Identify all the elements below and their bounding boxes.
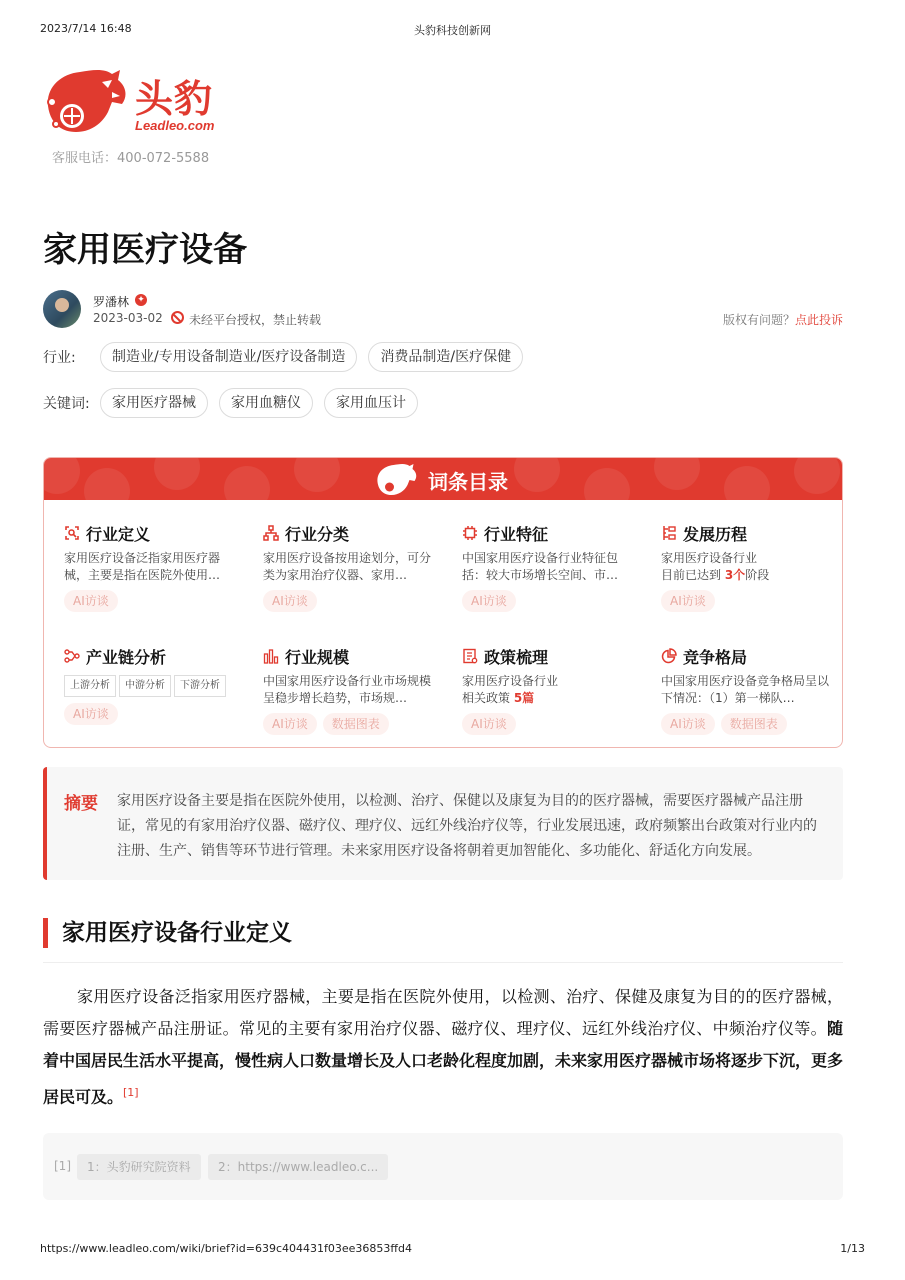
- page-number: 1/13: [840, 1242, 865, 1255]
- industry-tag[interactable]: 消费品制造/医疗保健: [368, 342, 523, 372]
- references-box: [43, 1133, 843, 1200]
- toc-item-chain[interactable]: [64, 645, 234, 725]
- toc-header: [44, 458, 842, 500]
- policy-doc-icon: [462, 648, 478, 664]
- keyword-tag[interactable]: 家用医疗器械: [100, 388, 208, 418]
- reference-item[interactable]: 2：https://www.leadleo.c...: [208, 1154, 388, 1180]
- toc-item-title: 发展历程: [683, 524, 748, 544]
- toc-item-policy[interactable]: [462, 645, 632, 735]
- magnifier-definition-icon: [64, 525, 80, 541]
- toc-item-title: 竞争格局: [683, 647, 748, 667]
- leopard-logo-icon: [374, 462, 420, 498]
- toc-item-desc: 中国家用医疗设备行业市场规模呈稳步增长趋势，市场规…: [263, 674, 432, 705]
- toc-item-desc: 家用医疗设备行业 相关政策 5篇: [462, 674, 559, 705]
- toc-card: [43, 457, 843, 748]
- summary-text: 家用医疗设备主要是指在医院外使用，以检测、治疗、保健以及康复为目的的医疗器械，需要医疗器械产品注册证，常见的有家用治疗仪器、磁疗仪、理疗仪、远红外线治疗仪等，行业发展迅速，政府频繁出台政策对行业内的注册、生产、销售等环节进行管理。未来家用医疗设备将朝着更加智能化、多功能化、舒适化方向发展。: [117, 793, 817, 859]
- toc-item-scale[interactable]: [263, 645, 433, 735]
- toc-item-desc: 家用医疗设备泛指家用医疗器械，主要是指在医院外使用…: [64, 551, 221, 582]
- print-footer: [40, 1242, 865, 1258]
- pie-chart-icon: [661, 648, 677, 664]
- ai-interview-button[interactable]: AI访谈: [462, 590, 516, 612]
- keyword-tag[interactable]: 家用血压计: [324, 388, 418, 418]
- brand-name-en: Leadleo.com: [135, 118, 215, 133]
- toc-item-definition[interactable]: [64, 522, 234, 612]
- print-site-name: 头豹科技创新网: [414, 24, 491, 37]
- leopard-logo-icon: [42, 66, 132, 138]
- license-note: 未经平台授权，禁止转载: [189, 313, 322, 327]
- ai-interview-button[interactable]: AI访谈: [661, 590, 715, 612]
- toc-item-competition[interactable]: [661, 645, 831, 735]
- ai-interview-button[interactable]: AI访谈: [64, 590, 118, 612]
- upstream-pill[interactable]: 上游分析: [64, 675, 116, 697]
- section-title: 家用医疗设备行业定义: [43, 918, 292, 948]
- no-entry-icon: [171, 311, 184, 324]
- ai-interview-button[interactable]: AI访谈: [64, 703, 118, 725]
- section-body: [43, 981, 843, 1113]
- downstream-pill[interactable]: 下游分析: [174, 675, 226, 697]
- body-plain-text: 家用医疗设备泛指家用医疗器械，主要是指在医院外使用，以检测、治疗、保健及康复为目的的医疗器械，需要医疗器械产品注册证。常见的主要有家用治疗仪器、磁疗仪、理疗仪、远红外线治疗仪、中频治疗仪等。: [43, 987, 843, 1038]
- keywords-label: 关键词:: [43, 396, 90, 412]
- industry-tags: [43, 342, 534, 372]
- toc-item-desc: 中国家用医疗设备竞争格局呈以下情况：（1）第一梯队…: [661, 674, 830, 705]
- citation-link[interactable]: [1]: [123, 1086, 139, 1099]
- keyword-tags: [43, 388, 429, 418]
- ai-interview-button[interactable]: AI访谈: [661, 713, 715, 735]
- author-name[interactable]: 罗潘林: [93, 295, 130, 309]
- stream-pill-group: [64, 675, 234, 697]
- toc-item-title: 政策梳理: [484, 647, 549, 667]
- summary-label: 摘要: [64, 794, 98, 814]
- toc-item-title: 行业规模: [285, 647, 350, 667]
- print-header: [40, 22, 865, 38]
- toc-item-desc: 家用医疗设备行业 目前已达到 3个阶段: [661, 551, 770, 582]
- industry-tag[interactable]: 制造业/专用设备制造业/医疗设备制造: [100, 342, 357, 372]
- page-title: 家用医疗设备: [43, 230, 247, 270]
- page-url: https://www.leadleo.com/wiki/brief?id=639c404431f03ee36853ffd4: [40, 1242, 412, 1255]
- body-bold-text: 随着中国居民生活水平提高，慢性病人口数量增长及人口老龄化程度加剧，未来家用医疗器械市场将逐步下沉，更多居民可及。: [43, 1019, 844, 1107]
- data-chart-button[interactable]: 数据图表: [721, 713, 787, 735]
- copyright-question: 版权有问题？: [722, 313, 795, 327]
- ai-interview-button[interactable]: AI访谈: [263, 590, 317, 612]
- toc-item-title: 产业链分析: [86, 647, 167, 667]
- toc-item-title: 行业定义: [86, 524, 151, 544]
- toc-item-history[interactable]: [661, 522, 831, 612]
- keyword-tag[interactable]: 家用血糖仪: [219, 388, 313, 418]
- author-row: [43, 290, 843, 330]
- print-datetime: 2023/7/14 16:48: [40, 22, 132, 35]
- industry-label: 行业:: [43, 350, 76, 366]
- toc-item-title: 行业特征: [484, 524, 549, 544]
- hierarchy-icon: [263, 525, 279, 541]
- stage-count: 3个: [724, 568, 746, 582]
- data-chart-button[interactable]: 数据图表: [323, 713, 389, 735]
- avatar[interactable]: [43, 290, 81, 328]
- toc-item-title: 行业分类: [285, 524, 350, 544]
- timeline-icon: [661, 525, 677, 541]
- midstream-pill[interactable]: 中游分析: [119, 675, 171, 697]
- ai-interview-button[interactable]: AI访谈: [462, 713, 516, 735]
- summary-box: [43, 767, 843, 880]
- copyright-notice: [723, 311, 843, 328]
- toc-item-features[interactable]: [462, 522, 632, 612]
- verified-badge-icon: ✦: [135, 294, 147, 306]
- brand-name-cn: 头豹: [135, 77, 214, 121]
- ai-interview-button[interactable]: AI访谈: [263, 713, 317, 735]
- report-link[interactable]: 点此投诉: [794, 313, 843, 327]
- brand-logo[interactable]: [42, 66, 222, 140]
- reference-index: [1]: [54, 1159, 71, 1173]
- toc-item-classification[interactable]: [263, 522, 433, 612]
- toc-item-desc: 家用医疗设备按用途划分，可分类为家用治疗仪器、家用…: [263, 551, 432, 582]
- publish-date: 2023-03-02: [93, 311, 163, 325]
- toc-title: 词条目录: [428, 470, 508, 494]
- service-hotline: 客服电话：400-072-5588: [52, 151, 210, 166]
- section-divider: [43, 962, 843, 963]
- chain-icon: [64, 648, 80, 664]
- toc-item-desc: 中国家用医疗设备行业特征包括：较大市场增长空间、市…: [462, 551, 619, 582]
- bar-chart-icon: [263, 648, 279, 664]
- reference-item[interactable]: 1：头豹研究院资料: [77, 1154, 201, 1180]
- chip-icon: [462, 525, 478, 541]
- policy-count: 5篇: [513, 691, 535, 705]
